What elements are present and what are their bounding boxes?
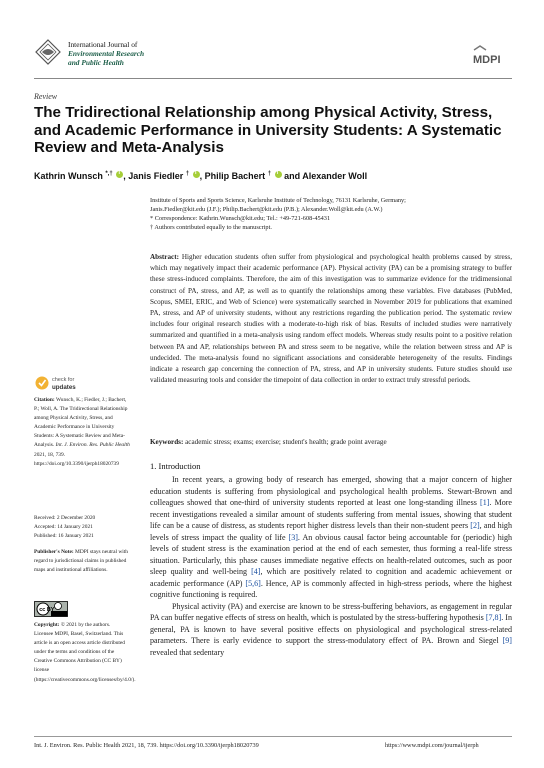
citation-block xyxy=(34,396,130,469)
introduction-body xyxy=(150,474,512,658)
journal-name-line1: International Journal of xyxy=(68,40,138,49)
citation-journal: Int. J. Environ. Res. Public Health xyxy=(55,442,130,449)
abstract xyxy=(150,252,512,386)
journal-name-line3: and Public Health xyxy=(68,58,124,67)
citation-label: Citation: xyxy=(34,397,55,403)
author-mark: † xyxy=(267,171,272,177)
footer-divider xyxy=(34,736,512,737)
keywords-label: Keywords: xyxy=(150,438,184,446)
reference-link[interactable]: [9] xyxy=(502,636,512,645)
cc-badge-text: cc BY xyxy=(39,607,55,613)
author-name: Kathrin Wunsch xyxy=(34,171,103,181)
copyright-label: Copyright: xyxy=(34,622,60,628)
author-name: and Alexander Woll xyxy=(284,171,368,181)
accepted-date: Accepted: 14 January 2021 xyxy=(34,524,93,531)
orcid-icon[interactable] xyxy=(193,171,200,178)
check-updates-line2: updates xyxy=(52,384,76,391)
author-mark: † xyxy=(185,171,190,177)
header-divider xyxy=(34,78,512,79)
section-heading-introduction: 1. Introduction xyxy=(150,461,201,471)
mdpi-logo-icon xyxy=(472,44,512,66)
copyright-text: © 2021 by the authors. Licensee MDPI, Basel, Switzerland. This article is an open access article distributed under the terms and conditions of the Creative Commons Attribution (CC BY) license (https://creativecommons.org/licenses/by/4.0/). xyxy=(34,622,136,683)
check-updates-line1: check for xyxy=(52,377,75,383)
copyright-block xyxy=(34,621,136,685)
affiliations xyxy=(150,197,520,233)
equal-contribution-note: † Authors contributed equally to the manuscript. xyxy=(150,223,272,231)
citation-text: Wunsch, K.; Fiedler, J.; Bachert, P.; Woll, A. The Tridirectional Relationship among Physical Activity, Stress, and Academic Performance in University Students: A Systematic Review and Meta-Analysis. xyxy=(34,397,128,449)
reference-link[interactable]: [2] xyxy=(470,521,480,530)
publisher-note-label: Publisher's Note: xyxy=(34,549,74,555)
cc-by-license-icon[interactable] xyxy=(34,601,68,617)
published-date: Published: 16 January 2021 xyxy=(34,533,94,540)
intro-paragraph-1: In recent years, a growing body of research has emerged, showing that a major concern of higher education students is suffering from physiological and psychological health problems. Stewart-Brown and colleagues showed that one-third of university students reported at least one long-standing illness [1]. More recent investigations revealed a similar amount of students suffering from mental issues, showing that student life can be a cause of distress, as students report higher distress levels than their non-student peers [2], and high levels of stress impact the quality of life [3]. An obvious causal factor being accountable for (periodic) high levels of student stress is the examination period at the end of each semester, thus forming a real-life stress situation. Particularly, this phase causes immediate negative effects on health-related outcomes, such as poor sleep quality and well-being [4], which are positively related to cognition and academic achievement or academic performance (AP) [5,6]. Hence, AP is commonly affected in high-stress periods, where the highest cognitive functioning is required. xyxy=(150,475,513,599)
journal-logo-icon xyxy=(34,38,62,66)
author-name: Janis Fiedler xyxy=(128,171,184,181)
affiliation-line: Janis.Fiedler@kit.edu (J.F.); Philip.Bachert@kit.edu (P.B.); Alexander.Woll@kit.edu (A.W.) xyxy=(150,205,383,213)
footer-journal-url[interactable]: https://www.mdpi.com/journal/ijerph xyxy=(385,742,479,749)
intro-paragraph-2: Physical activity (PA) and exercise are known to be stress-buffering behaviors, as engagement in regular PA can buffer negative effects of stress on health, which is postulated by the stress-buffering hypothesis [7,8]. In general, PA is known to have several positive effects on physiological and psychological stress-related parameters. There is early evidence to support the stress-modulatory effect of PA. Brown and Siegel [9] revealed that sedentary xyxy=(150,601,512,657)
publication-dates xyxy=(34,514,130,541)
reference-link[interactable]: [1] xyxy=(480,498,490,507)
publisher-logo-text: MDPI xyxy=(473,54,501,66)
keywords-text: academic stress; exams; exercise; student's health; grade point average xyxy=(185,438,387,446)
author-name: Philip Bachert xyxy=(204,171,266,181)
author-mark: *,† xyxy=(105,171,113,177)
abstract-text: Higher education students often suffer from physiological and psychological health problems caused by stress, which may negatively impact their academic performance (AP). Physical activity (PA) can be a promising strategy to buffer these stress-induced complaints. Therefore, the aim of this investigation was to summarize evidence for the tridimensional construct of PA, stress, and AP, as well as to quantify the relationships among these variables. Five databases (PubMed, Scopus, SMEI, ERIC, and Web of Science) were systematically searched in November 2019 for publications that examined PA, stress, and AP of university students, without any restrictions regarding the publication period. The systematic review includes four original research studies with a moderate-to-high risk of bias. Results of included studies were narratively summarized and quantified in a meta-analysis using random effect models. Whereas study results point to a positive relation between PA and AP, relationships between PA and stress seem to be negative, while the relation between stress and AP is undecided. The meta-analysis found no significant associations and considerable heterogeneity of the results. Findings indicate a research gap concerning the connection of PA, stress, and AP in university students. Future studies should use validated measuring tools and consider the timepoint of data collection in order to extract truly stressful periods. xyxy=(150,253,512,385)
reference-link[interactable]: [3] xyxy=(288,532,298,542)
article-type: Review xyxy=(34,92,58,101)
author-list: Kathrin Wunsch *,† i , Janis Fiedler † i , Philip Bachert † i and Alexander Woll xyxy=(34,171,504,181)
publisher-note xyxy=(34,548,130,575)
publisher-note-text: MDPI stays neutral with regard to jurisdictional claims in published maps and institutional affiliations. xyxy=(34,549,128,574)
received-date: Received: 2 December 2020 xyxy=(34,515,96,521)
affiliation-line: Institute of Sports and Sports Science, Karlsruhe Institute of Technology, 76131 Karlsruhe, Germany; xyxy=(150,197,406,204)
abstract-label: Abstract: xyxy=(150,253,179,261)
citation-doi[interactable]: 2021, 18, 739. https://doi.org/10.3390/ijerph18020739 xyxy=(34,451,119,467)
reference-link[interactable]: [5,6] xyxy=(245,578,261,588)
reference-link[interactable]: [7,8] xyxy=(485,613,502,622)
check-for-updates-badge[interactable] xyxy=(34,372,94,394)
orcid-icon[interactable] xyxy=(116,171,123,178)
orcid-icon[interactable] xyxy=(275,171,282,178)
footer-citation[interactable]: Int. J. Environ. Res. Public Health 2021, 18, 739. https://doi.org/10.3390/ijerph18020739 xyxy=(34,742,259,749)
journal-name xyxy=(68,40,144,67)
reference-link[interactable]: [4] xyxy=(251,567,261,576)
correspondence-line: * Correspondence: Kathrin.Wunsch@kit.edu; Tel.: +49-721-608-45431 xyxy=(150,214,331,222)
journal-name-line2: Environmental Research xyxy=(68,49,145,58)
article-title: The Tridirectional Relationship among Physical Activity, Stress, and Academic Performance in University Students: A Systematic Review and Meta-Analysis xyxy=(34,104,502,156)
keywords xyxy=(150,437,512,447)
